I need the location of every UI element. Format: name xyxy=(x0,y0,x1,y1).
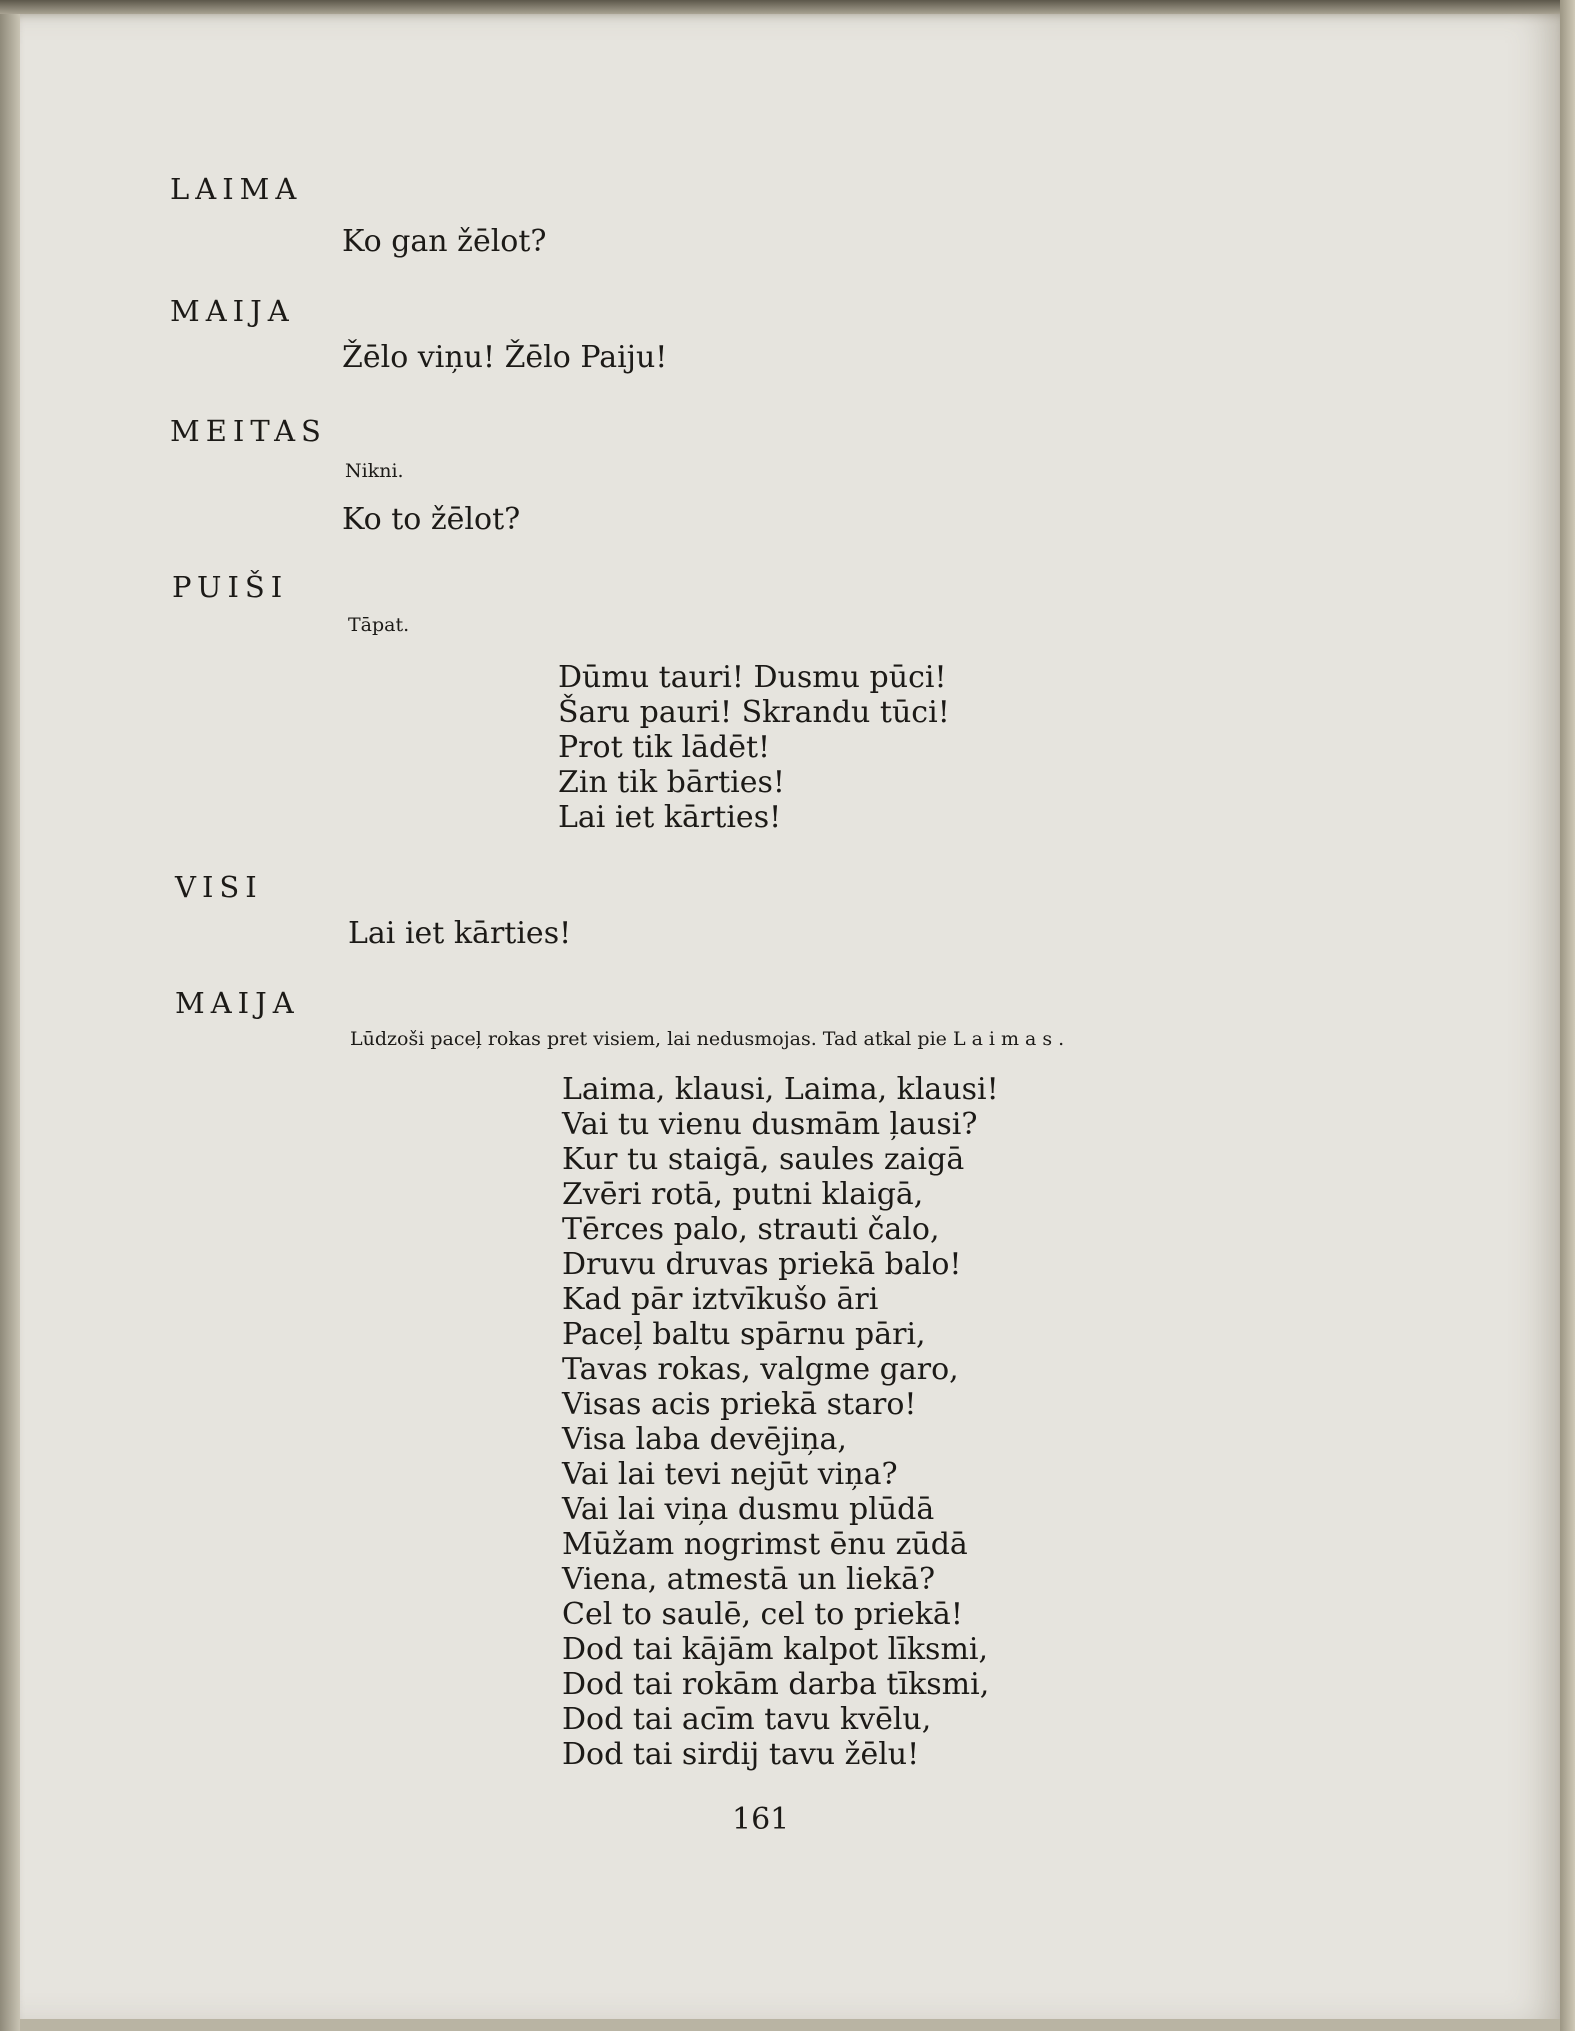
verse-line: Dod tai acīm tavu kvēlu, xyxy=(562,1702,932,1737)
verse-line: Vai tu vienu dusmām ļausi? xyxy=(562,1107,978,1142)
verse-line: Kur tu staigā, saules zaigā xyxy=(562,1142,965,1177)
verse-line: Zin tik bārties! xyxy=(558,765,785,800)
line-laima: Ko gan žēlot? xyxy=(342,224,547,259)
stage-direction-puisi: Tāpat. xyxy=(348,614,410,636)
verse-line: Dod tai sirdij tavu žēlu! xyxy=(562,1737,920,1772)
page-top-edge xyxy=(0,0,1575,14)
stage-direction-name: Laimas. xyxy=(952,1028,1071,1050)
verse-puisi xyxy=(558,660,950,835)
verse-line: Laima, klausi, Laima, klausi! xyxy=(562,1072,999,1107)
line-meitas: Ko to žēlot? xyxy=(342,502,521,537)
speaker-maija-2: MAIJA xyxy=(175,986,300,1020)
verse-line: Lai iet kārties! xyxy=(558,800,782,835)
speaker-meitas: MEITAS xyxy=(170,414,327,448)
verse-line: Vai lai viņa dusmu plūdā xyxy=(562,1492,935,1527)
verse-line: Kad pār iztvīkušo āri xyxy=(562,1282,879,1317)
verse-line: Dūmu tauri! Dusmu pūci! xyxy=(558,660,947,695)
verse-line: Paceļ baltu spārnu pāri, xyxy=(562,1317,926,1352)
verse-line: Dod tai rokām darba tīksmi, xyxy=(562,1667,990,1702)
speaker-laima: LAIMA xyxy=(170,172,303,206)
line-visi: Lai iet kārties! xyxy=(348,916,572,951)
page-right-edge xyxy=(1560,0,1575,2031)
stage-direction-maija xyxy=(350,1028,1070,1050)
verse-line: Šaru pauri! Skrandu tūci! xyxy=(558,695,950,730)
speaker-puisi: PUIŠI xyxy=(172,570,289,604)
verse-line: Cel to saulē, cel to priekā! xyxy=(562,1597,963,1632)
verse-line: Prot tik lādēt! xyxy=(558,730,771,765)
verse-line: Druvu druvas priekā balo! xyxy=(562,1247,962,1282)
verse-line: Visa laba devējiņa, xyxy=(562,1422,847,1457)
page-number: 161 xyxy=(732,1802,790,1837)
verse-line: Visas acis priekā staro! xyxy=(562,1387,917,1422)
verse-line: Mūžam nogrimst ēnu zūdā xyxy=(562,1527,968,1562)
verse-maija xyxy=(562,1072,999,1772)
speaker-maija: MAIJA xyxy=(170,294,295,328)
verse-line: Zvēri rotā, putni klaigā, xyxy=(562,1177,924,1212)
verse-line: Tērces palo, strauti čalo, xyxy=(562,1212,940,1247)
verse-line: Dod tai kājām kalpot līksmi, xyxy=(562,1632,989,1667)
verse-line: Viena, atmestā un liekā? xyxy=(562,1562,936,1597)
stage-direction-meitas: Nikni. xyxy=(345,460,404,482)
book-spine xyxy=(0,0,20,2031)
verse-line: Vai lai tevi nejūt viņa? xyxy=(562,1457,898,1492)
speaker-visi: VISI xyxy=(175,870,263,904)
verse-line: Tavas rokas, valgme garo, xyxy=(562,1352,959,1387)
line-maija: Žēlo viņu! Žēlo Paiju! xyxy=(342,340,668,375)
stage-direction-text: Lūdzoši paceļ rokas pret visiem, lai nedusmojas. Tad atkal pie xyxy=(350,1028,947,1050)
